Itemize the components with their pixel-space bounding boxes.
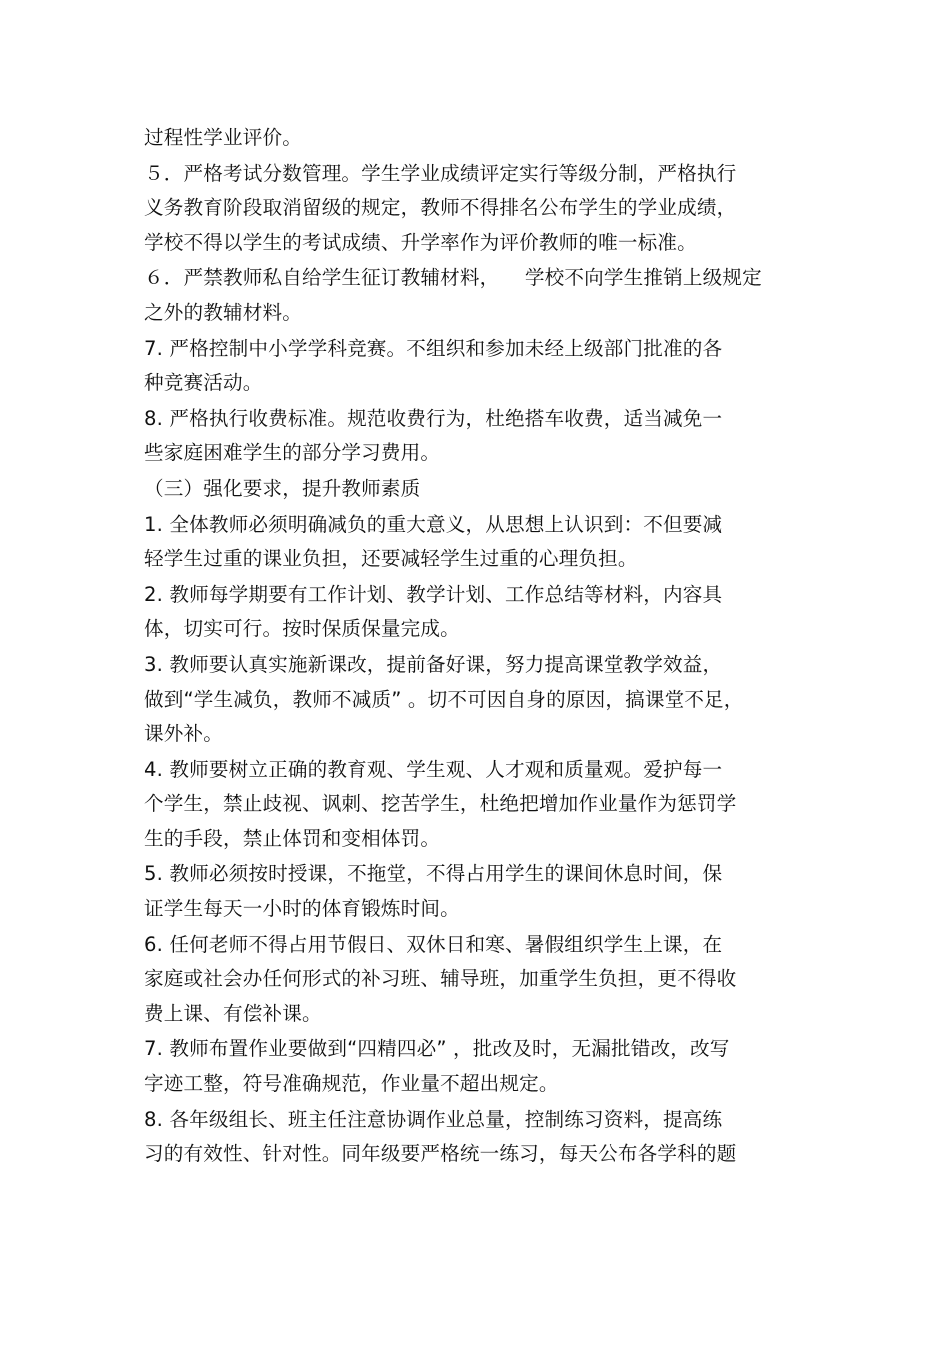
paragraph-item-5-exam-scores: [144, 157, 804, 261]
text-line: 家庭或社会办任何形式的补习班、辅导班，加重学生负担，更不得收: [144, 967, 737, 991]
text-line: 8. 严格执行收费标准。规范收费行为，杜绝搭车收费，适当减免一: [144, 406, 723, 430]
text-line: 些家庭困难学生的部分学习费用。: [144, 441, 441, 465]
text-line: ６．严禁教师私自给学生征订教辅材料， 学校不向学生推销上级规定: [144, 266, 762, 290]
text-line: 种竞赛活动。: [144, 371, 263, 395]
text-line: 个学生，禁止歧视、讽刺、挖苦学生，杜绝把增加作业量作为惩罚学: [144, 792, 737, 816]
paragraph-teacher-2: [144, 578, 804, 647]
paragraph-teacher-8: [144, 1103, 804, 1172]
paragraph-teacher-1: [144, 508, 804, 577]
text-line: 2. 教师每学期要有工作计划、教学计划、工作总结等材料，内容具: [144, 582, 723, 606]
text-line: 学校不得以学生的考试成绩、升学率作为评价教师的唯一标准。: [144, 230, 697, 254]
document-body: [144, 121, 804, 1173]
text-line: 1. 全体教师必须明确减负的重大意义，从思想上认识到：不但要减: [144, 512, 723, 536]
text-line: 证学生每天一小时的体育锻炼时间。: [144, 897, 460, 921]
text-line: 8. 各年级组长、班主任注意协调作业总量，控制练习资料，提高练: [144, 1107, 723, 1131]
text-line: ５．严格考试分数管理。学生学业成绩评定实行等级分制，严格执行: [144, 161, 737, 185]
section-heading: [144, 472, 804, 507]
paragraph-item-8-fees: [144, 402, 804, 471]
text-line: 5. 教师必须按时授课，不拖堂，不得占用学生的课间休息时间，保: [144, 862, 723, 886]
text-line: 义务教育阶段取消留级的规定，教师不得排名公布学生的学业成绩，: [144, 196, 737, 220]
text-line: 生的手段，禁止体罚和变相体罚。: [144, 826, 441, 850]
text-line: 体，切实可行。按时保质保量完成。: [144, 617, 460, 641]
paragraph-item-7-competitions: [144, 332, 804, 401]
section-heading-text: （三）强化要求，提升教师素质: [144, 476, 421, 500]
paragraph-teacher-6: [144, 928, 804, 1032]
text-line: 轻学生过重的课业负担，还要减轻学生过重的心理负担。: [144, 547, 638, 571]
text-line: 6. 任何老师不得占用节假日、双休日和寒、暑假组织学生上课，在: [144, 932, 723, 956]
paragraph-teacher-3: [144, 648, 804, 752]
paragraph-item-6-materials: [144, 261, 804, 330]
paragraph-teacher-4: [144, 753, 804, 857]
text-line: 做到“学生减负，教师不减质” 。切不可因自身的原因，搞课堂不足，: [144, 687, 744, 711]
text-line: 字迹工整，符号准确规范，作业量不超出规定。: [144, 1072, 559, 1096]
text-line: 过程性学业评价。: [144, 126, 302, 149]
text-line: 习的有效性、针对性。同年级要严格统一练习，每天公布各学科的题: [144, 1142, 737, 1166]
text-line: 7. 严格控制中小学学科竞赛。不组织和参加未经上级部门批准的各: [144, 336, 723, 360]
text-line: 课外补。: [144, 722, 223, 746]
text-line: 4. 教师要树立正确的教育观、学生观、人才观和质量观。爱护每一: [144, 757, 723, 781]
text-line: 3. 教师要认真实施新课改，提前备好课，努力提高课堂教学效益，: [144, 652, 723, 676]
text-line: 之外的教辅材料。: [144, 300, 302, 324]
paragraph-teacher-5: [144, 857, 804, 926]
paragraph-continuation: [144, 121, 804, 156]
paragraph-teacher-7: [144, 1032, 804, 1101]
text-line: 7. 教师布置作业要做到“四精四必” ，批改及时，无漏批错改，改写: [144, 1037, 730, 1061]
text-line: 费上课、有偿补课。: [144, 1001, 322, 1025]
